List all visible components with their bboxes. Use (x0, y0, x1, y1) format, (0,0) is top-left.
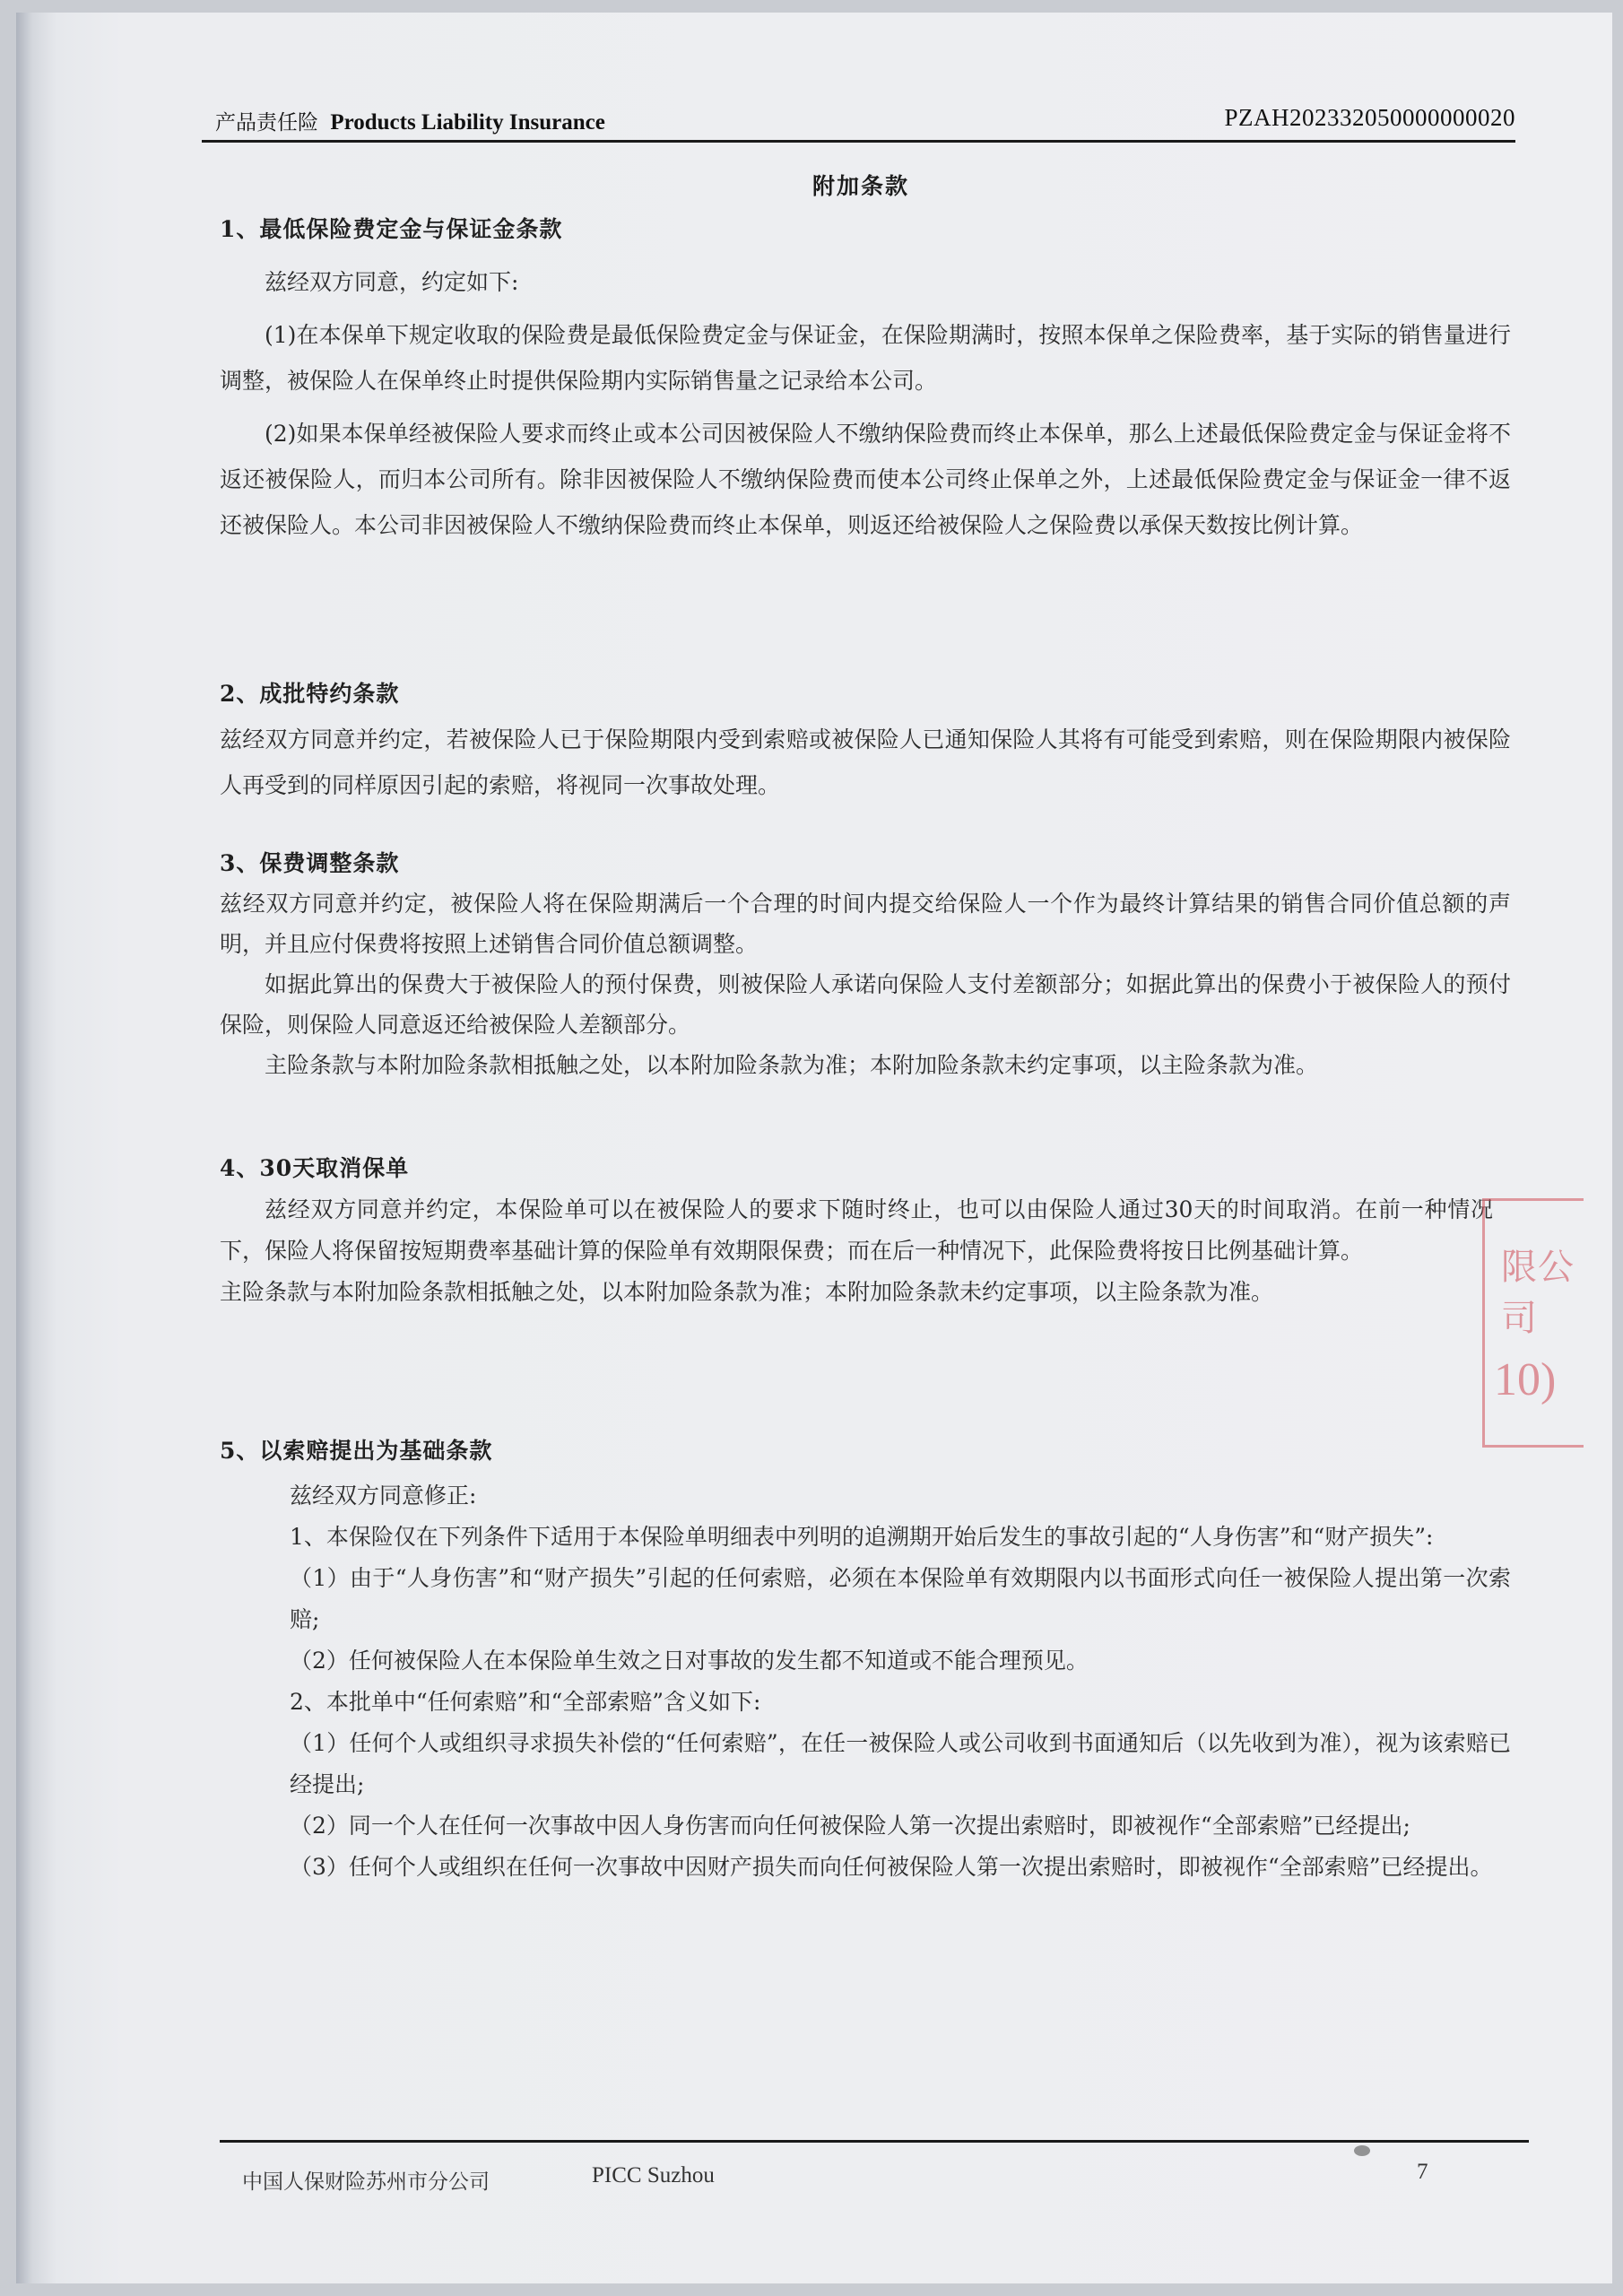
header-product-cn: 产品责任险 (215, 111, 318, 135)
section-3-paragraph-1: 兹经双方同意并约定，被保险人将在保险期满后一个合理的时间内提交给保险人一个作为最终计算结果的销售合同价值总额的声明，并且应付保费将按照上述销售合同价值总额调整。 (220, 891, 1511, 957)
section-1 (220, 206, 1511, 548)
policy-number: PZAH202332050000000020 (1224, 104, 1515, 131)
section-1-heading: 1、最低保险费定金与保证金条款 (220, 216, 563, 242)
section-5-item-2c: （3）任何个人或组织在任何一次事故中因财产损失而向任何被保险人第一次提出索赔时，即被视作“全部索赔”已经提出。 (290, 1854, 1493, 1880)
section-4-paragraph-1: 兹经双方同意并约定，本保险单可以在被保险人的要求下随时终止，也可以由保险人通过30天的时间取消。在前一种情况下，保险人将保留按短期费率基础计算的保险单有效期限保费；而在后一种情况下，此保险费将按日比例基础计算。 (220, 1196, 1493, 1264)
footer-company-cn: 中国人保财险苏州市分公司 (242, 2170, 490, 2194)
section-5-item-1: 1、本保险仅在下列条件下适用于本保险单明细表中列明的追溯期开始后发生的事故引起的“人身伤害”和“财产损失”: (290, 1524, 1434, 1550)
section-4-heading: 4、30天取消保单 (220, 1155, 410, 1181)
section-2-heading: 2、成批特约条款 (220, 681, 400, 707)
section-5-item-1b: （2）任何被保险人在本保险单生效之日对事故的发生都不知道或不能合理预见。 (290, 1648, 1089, 1674)
section-3-paragraph-3: 主险条款与本附加险条款相抵触之处，以本附加险条款为准；本附加险条款未约定事项，以主险条款为准。 (265, 1052, 1319, 1078)
section-3-heading: 3、保费调整条款 (220, 850, 400, 876)
ink-smudge (1354, 2145, 1370, 2156)
section-4 (220, 1148, 1493, 1313)
section-5-intro: 兹经双方同意修正: (290, 1483, 477, 1509)
page-header (202, 100, 1515, 143)
section-1-intro: 兹经双方同意，约定如下: (265, 269, 519, 295)
section-5-item-2a: （1）任何个人或组织寻求损失补偿的“任何索赔”，在任一被保险人或公司收到书面通知后（以先收到为准），视为该索赔已经提出; (290, 1730, 1511, 1797)
page-number: 7 (1417, 2160, 1428, 2184)
section-5-item-2b: （2）同一个人在任何一次事故中因人身伤害而向任何被保险人第一次提出索赔时，即被视作“全部索赔”已经提出; (290, 1813, 1410, 1839)
section-5 (220, 1431, 1511, 1888)
section-1-paragraph-2: (2)如果本保单经被保险人要求而终止或本公司因被保险人不缴纳保险费而终止本保单，那么上述最低保险费定金与保证金将不返还被保险人，而归本公司所有。除非因被保险人不缴纳保险费而使本公司终止保单之外，上述最低保险费定金与保证金一律不返还被保险人。本公司非因被保险人不缴纳保险费而终止本保单，则返还给被保险人之保险费以承保天数按比例计算。 (220, 421, 1511, 538)
footer-rule (220, 2140, 1529, 2143)
header-product-name (215, 106, 605, 135)
section-5-item-1a: （1）由于“人身伤害”和“财产损失”引起的任何索赔，必须在本保险单有效期限内以书面形式向任一被保险人提出第一次索赔; (290, 1565, 1511, 1632)
section-4-paragraph-2: 主险条款与本附加险条款相抵触之处，以本附加险条款为准；本附加险条款未约定事项，以主险条款为准。 (220, 1279, 1274, 1305)
section-2-paragraph-1: 兹经双方同意并约定，若被保险人已于保险期限内受到索赔或被保险人已通知保险人其将有可能受到索赔，则在保险期限内被保险人再受到的同样原因引起的索赔，将视同一次事故处理。 (220, 726, 1511, 798)
section-3-paragraph-2: 如据此算出的保费大于被保险人的预付保费，则被保险人承诺向保险人支付差额部分；如据此算出的保费小于被保险人的预付保险，则保险人同意返还给被保险人差额部分。 (220, 971, 1511, 1038)
company-seal-stamp (1482, 1198, 1584, 1448)
footer-company-en: PICC Suzhou (592, 2163, 715, 2187)
stamp-text-number: 10) (1494, 1354, 1557, 1405)
stamp-text-company: 限公司 (1501, 1247, 1575, 1339)
section-1-paragraph-1: (1)在本保单下规定收取的保险费是最低保险费定金与保证金，在保险期满时，按照本保单之保险费率，基于实际的销售量进行调整，被保险人在保单终止时提供保险期内实际销售量之记录给本公司。 (220, 322, 1511, 394)
header-product-en: Products Liability Insurance (330, 110, 605, 135)
page-title: 附加条款 (812, 173, 909, 199)
section-5-heading: 5、以索赔提出为基础条款 (220, 1438, 493, 1464)
section-3 (220, 843, 1511, 1085)
section-5-item-2: 2、本批单中“任何索赔”和“全部索赔”含义如下: (290, 1689, 761, 1715)
section-2 (220, 671, 1511, 808)
